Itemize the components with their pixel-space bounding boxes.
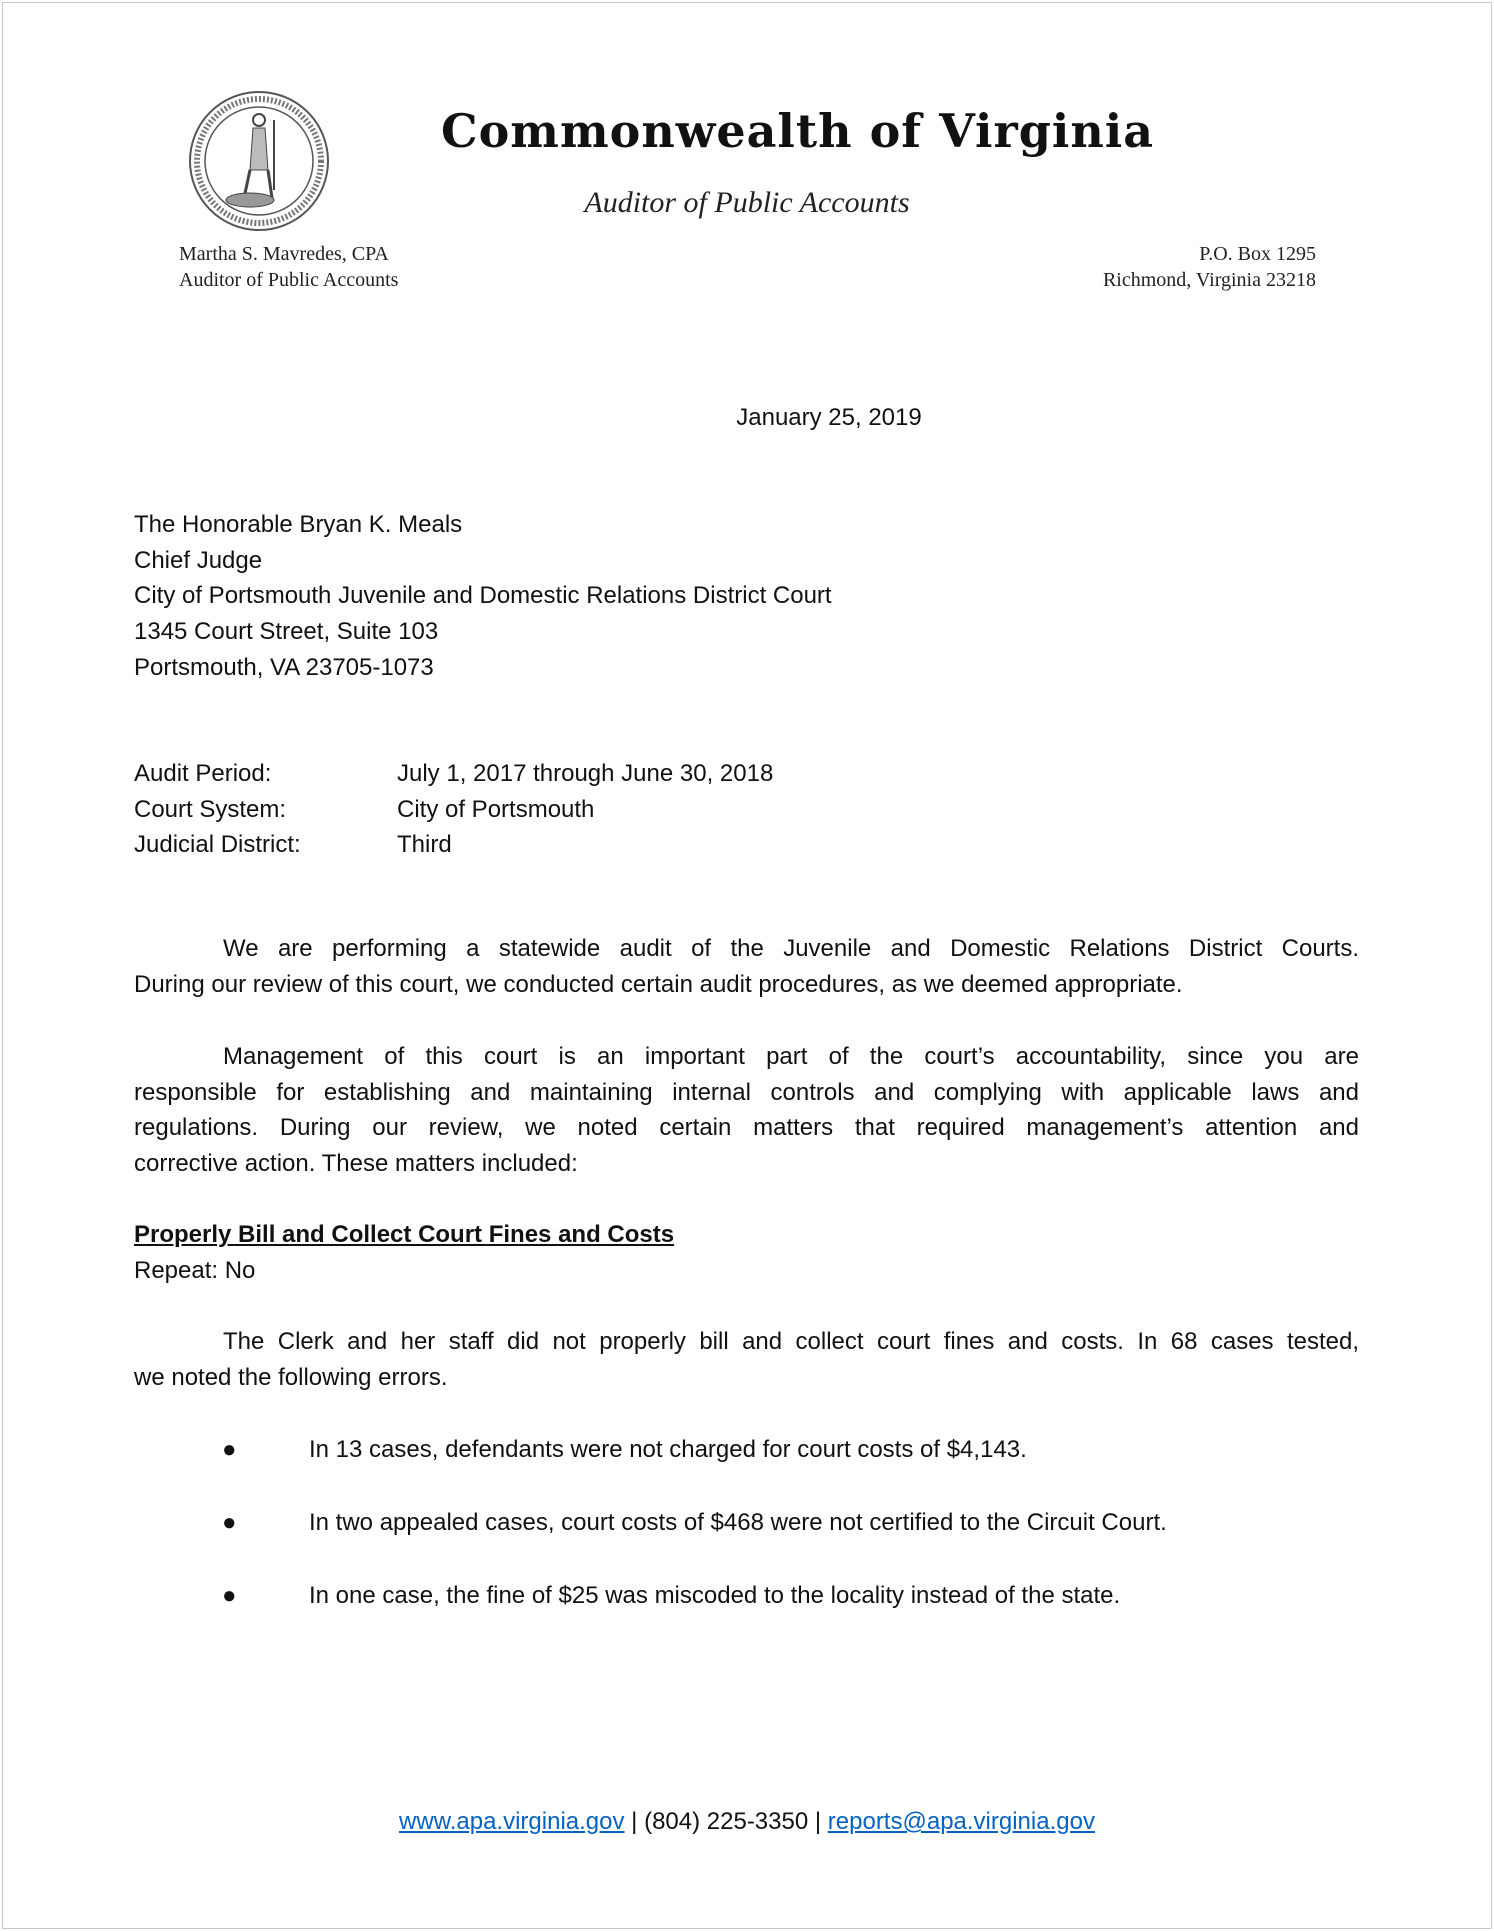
judicial-district-row — [134, 827, 773, 863]
finding-paragraph-line: The Clerk and her staff did not properly bill and collect court fines and costs. In 68 cases tested, — [223, 1328, 1359, 1355]
recipient-title: Chief Judge — [134, 546, 263, 574]
letterhead-title: Commonwealth of Virginia — [441, 104, 1155, 158]
po-box: P.O. Box 1295 — [1199, 243, 1316, 265]
recipient-court: City of Portsmouth Juvenile and Domestic Relations District Court — [134, 582, 832, 610]
bullet-icon: ● — [222, 1582, 237, 1609]
judicial-district-value: Third — [397, 831, 452, 859]
footer-separator: | — [814, 1808, 822, 1835]
audit-period-value: July 1, 2017 through June 30, 2018 — [397, 760, 774, 787]
finding-bullet: In one case, the fine of $25 was miscoded to the locality instead of the state. — [309, 1582, 1121, 1609]
virginia-seal-logo — [188, 90, 330, 232]
paragraph2-line: responsible for establishing and maintaining internal controls and complying with applicable laws and — [134, 1079, 1359, 1106]
recipient-address — [134, 507, 832, 686]
paragraph2-line: regulations. During our review, we noted certain matters that required management’s attention and — [134, 1114, 1359, 1141]
judicial-district-label: Judicial District: — [134, 831, 301, 859]
bullet-icon: ● — [222, 1509, 237, 1536]
auditor-name: Martha S. Mavredes, CPA — [179, 243, 389, 265]
paragraph1-line: We are performing a statewide audit of the Juvenile and Domestic Relations District Courts. — [223, 935, 1359, 962]
paragraph2-line: Management of this court is an important part of the court’s accountability, since you are — [223, 1043, 1359, 1070]
audit-info — [134, 756, 773, 863]
website-link[interactable]: www.apa.virginia.gov — [399, 1808, 625, 1835]
finding-bullet: In two appealed cases, court costs of $468 were not certified to the Circuit Court. — [309, 1509, 1167, 1536]
audit-period-row — [134, 756, 773, 792]
email-link[interactable]: reports@apa.virginia.gov — [827, 1808, 1095, 1835]
bullet-icon: ● — [222, 1436, 237, 1463]
mailing-address-block — [1103, 241, 1316, 293]
letter-date: January 25, 2019 — [736, 404, 922, 431]
footer — [0, 1808, 1494, 1836]
paragraph2-line: corrective action. These matters included: — [134, 1150, 578, 1177]
paragraph1-line: During our review of this court, we conducted certain audit procedures, as we deemed appropriate. — [134, 971, 1183, 998]
court-system-value: City of Portsmouth — [397, 795, 595, 823]
finding-paragraph-line: we noted the following errors. — [134, 1364, 448, 1391]
finding-repeat: Repeat: No — [134, 1257, 256, 1284]
court-system-row — [134, 792, 773, 828]
auditor-name-block — [179, 241, 398, 293]
letterhead-subtitle: Auditor of Public Accounts — [584, 186, 910, 219]
city-state-zip: Richmond, Virginia 23218 — [1102, 269, 1316, 291]
footer-phone: (804) 225-3350 — [644, 1808, 809, 1835]
finding-bullet: In 13 cases, defendants were not charged for court costs of $4,143. — [309, 1436, 1027, 1463]
recipient-name: The Honorable Bryan K. Meals — [134, 511, 463, 538]
finding-heading: Properly Bill and Collect Court Fines and Costs — [134, 1221, 675, 1248]
audit-period-label: Audit Period: — [134, 760, 272, 787]
court-system-label: Court System: — [134, 795, 287, 823]
recipient-street: 1345 Court Street, Suite 103 — [134, 618, 439, 646]
recipient-city: Portsmouth, VA 23705-1073 — [134, 653, 434, 681]
footer-separator: | — [631, 1808, 638, 1835]
auditor-title: Auditor of Public Accounts — [179, 269, 399, 291]
